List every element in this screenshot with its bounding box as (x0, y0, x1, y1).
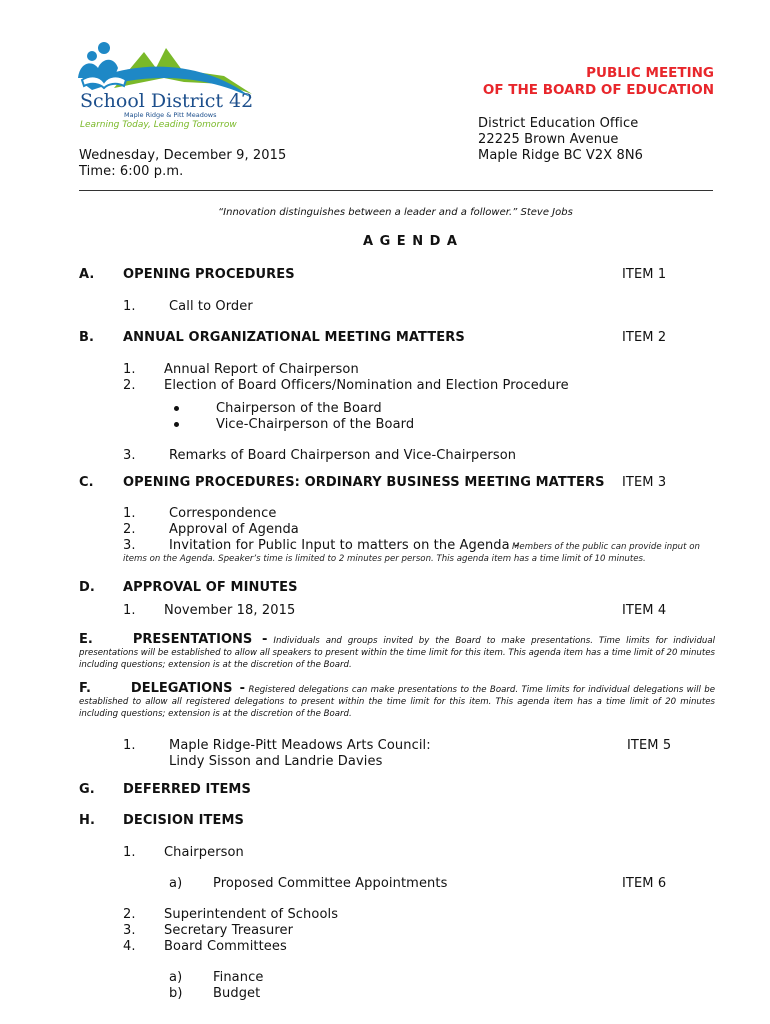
section-f-letter: F. (79, 681, 91, 696)
section-c-3-num: 3. (123, 538, 136, 553)
bullet-icon (174, 406, 179, 411)
meeting-time: Time: 6:00 p.m. (79, 164, 184, 179)
logo-subname: Maple Ridge & Pitt Meadows (124, 111, 217, 119)
section-h-title: DECISION ITEMS (123, 813, 244, 828)
logo-tagline: Learning Today, Leading Tomorrow (80, 120, 237, 130)
section-b-title: ANNUAL ORGANIZATIONAL MEETING MATTERS (123, 330, 465, 345)
section-a-1-num: 1. (123, 299, 136, 314)
section-g-letter: G. (79, 782, 95, 797)
section-c-3-text: Invitation for Public Input to matters on the Agenda - (169, 538, 519, 553)
section-h-3-num: 3. (123, 923, 136, 938)
section-a-letter: A. (79, 267, 95, 282)
section-e-block (79, 634, 715, 671)
section-d-1-num: 1. (123, 603, 136, 618)
section-f-1-text2: Lindy Sisson and Landrie Davies (169, 754, 383, 769)
section-b-bullet-1: Chairperson of the Board (216, 401, 382, 416)
section-h-2-text: Superintendent of Schools (164, 907, 339, 922)
bullet-icon (174, 422, 179, 427)
section-f-block (79, 683, 715, 720)
section-h-1a-num: a) (169, 876, 183, 891)
section-c-2-num: 2. (123, 522, 136, 537)
address-line-1: District Education Office (478, 116, 639, 131)
section-f-title: DELEGATIONS - (130, 681, 246, 696)
section-b-2-text: Election of Board Officers/Nomination and Election Procedure (164, 378, 569, 393)
address-line-3: Maple Ridge BC V2X 8N6 (478, 148, 644, 163)
address-line-2: 22225 Brown Avenue (478, 132, 619, 147)
section-h-4b-num: b) (169, 986, 183, 1001)
section-e-letter: E. (79, 632, 93, 647)
section-h-4a-num: a) (169, 970, 183, 985)
section-a-item-label: ITEM 1 (622, 267, 667, 282)
quote: “Innovation distinguishes between a leader and a follower.” Steve Jobs (218, 207, 573, 218)
section-b-bullet-2: Vice-Chairperson of the Board (216, 417, 415, 432)
section-b-1-text: Annual Report of Chairperson (164, 362, 359, 377)
section-b-item-label: ITEM 2 (622, 330, 667, 345)
section-f-item-label: ITEM 5 (627, 738, 672, 753)
section-h-1a-text: Proposed Committee Appointments (213, 876, 448, 891)
section-h-letter: H. (79, 813, 96, 828)
section-e-note: Individuals and groups invited by the Board to make presentations. Time limits for individual presentations will be established to allow all speakers to present within the time limit for this item. This agenda item has a time limit of 20 minutes including questions; extension is at the discretion of the Board. (79, 636, 715, 670)
section-c-item-label: ITEM 3 (622, 475, 667, 490)
section-c-1-num: 1. (123, 506, 136, 521)
section-g-title: DEFERRED ITEMS (123, 782, 251, 797)
section-a-1-text: Call to Order (169, 299, 253, 314)
meeting-date: Wednesday, December 9, 2015 (79, 148, 287, 163)
section-d-letter: D. (79, 580, 95, 595)
section-h-4b-text: Budget (213, 986, 261, 1001)
section-f-note: Registered delegations can make presentations to the Board. Time limits for individual delegations will be established to allow all registered delegations to present within the time limit for this item. This agenda item has a time limit of 20 minutes including questions; extension is at the discretion of the Board. (79, 685, 716, 719)
section-h-1-num: 1. (123, 845, 136, 860)
section-b-letter: B. (79, 330, 95, 345)
section-b-1-num: 1. (123, 362, 136, 377)
header-divider (79, 190, 713, 191)
section-c-title: OPENING PROCEDURES: ORDINARY BUSINESS MEETING MATTERS (123, 475, 605, 490)
section-b-3-text: Remarks of Board Chairperson and Vice-Chairperson (169, 448, 517, 463)
section-c-note-inline: Members of the public can provide input on (512, 542, 700, 552)
section-e-title: PRESENTATIONS - (132, 632, 268, 647)
section-a-title: OPENING PROCEDURES (123, 267, 295, 282)
section-h-4-text: Board Committees (164, 939, 287, 954)
district-logo (74, 38, 264, 138)
meeting-title-line1: PUBLIC MEETING (586, 65, 714, 81)
section-h-2-num: 2. (123, 907, 136, 922)
section-d-item-label: ITEM 4 (622, 603, 667, 618)
section-b-3-num: 3. (123, 448, 136, 463)
section-d-title: APPROVAL OF MINUTES (123, 580, 298, 595)
section-c-2-text: Approval of Agenda (169, 522, 299, 537)
section-f-1-num: 1. (123, 738, 136, 753)
section-d-1-text: November 18, 2015 (164, 603, 296, 618)
section-c-letter: C. (79, 475, 94, 490)
section-f-1-text: Maple Ridge-Pitt Meadows Arts Council: (169, 738, 431, 753)
section-h-item-label: ITEM 6 (622, 876, 667, 891)
section-b-2-num: 2. (123, 378, 136, 393)
meeting-title-line2: OF THE BOARD OF EDUCATION (482, 82, 714, 98)
section-h-3-text: Secretary Treasurer (164, 923, 294, 938)
logo-name: School District 42 (80, 90, 254, 112)
section-c-note-line2: items on the Agenda. Speaker’s time is limited to 2 minutes per person. This agenda item has a time limit of 10 minutes. (123, 554, 646, 564)
agenda-title: A G E N D A (363, 234, 458, 249)
section-h-4a-text: Finance (213, 970, 264, 985)
section-h-4-num: 4. (123, 939, 136, 954)
section-c-1-text: Correspondence (169, 506, 277, 521)
section-h-1-text: Chairperson (164, 845, 244, 860)
